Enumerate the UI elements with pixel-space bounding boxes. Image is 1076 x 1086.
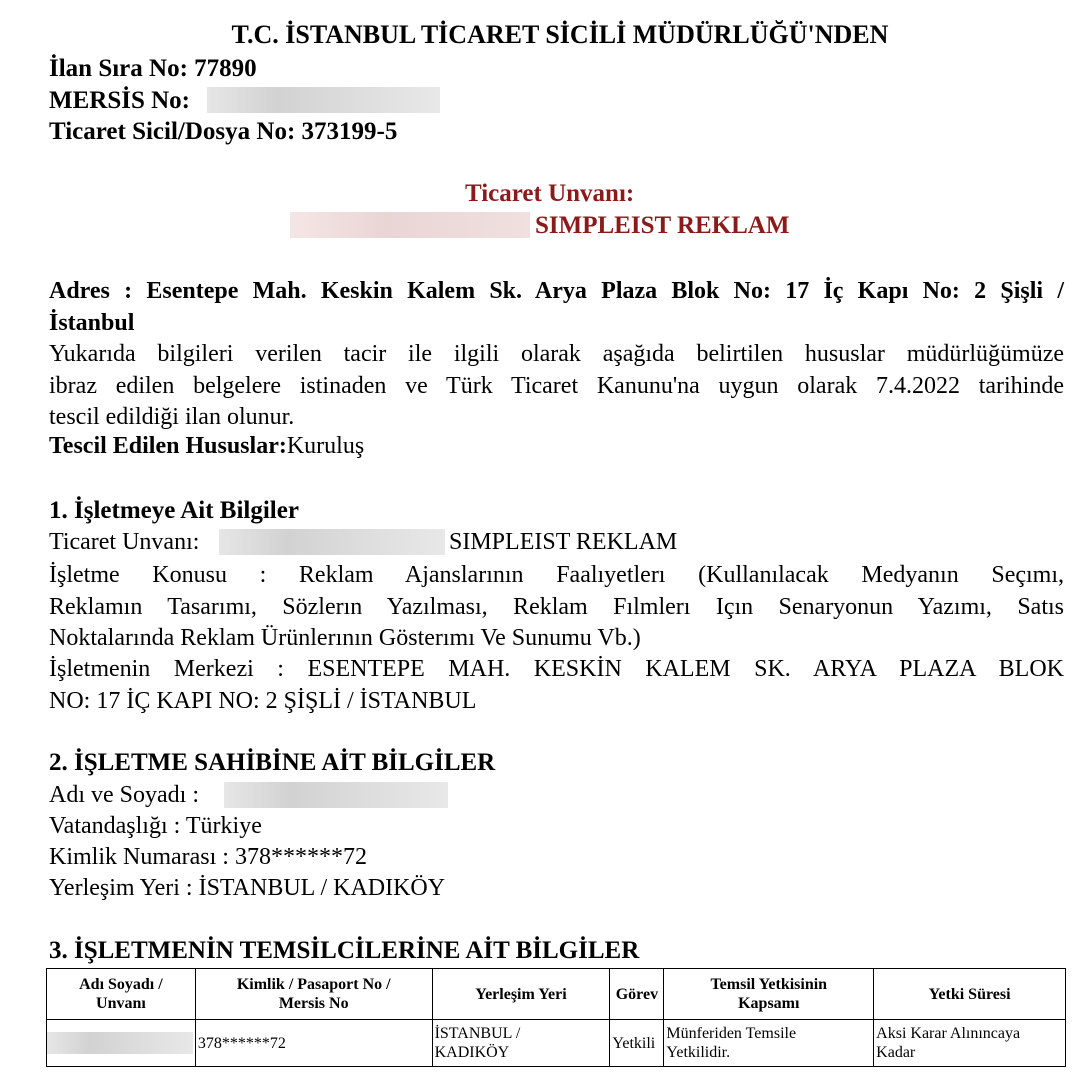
section-3-heading: 3. İŞLETMENİN TEMSİLCİLERİNE AİT BİLGİLER <box>49 937 640 964</box>
col-yerlesim: Yerleşim Yeri <box>432 969 610 1020</box>
adres-line-2: İstanbul <box>49 309 135 336</box>
isletme-konusu <box>49 560 1064 655</box>
table-row <box>47 1020 1066 1067</box>
sahip-yerlesim: Yerleşim Yeri : İSTANBUL / KADIKÖY <box>49 875 446 901</box>
table-header-row <box>47 969 1066 1020</box>
col-kapsam: Temsil Yetkisinin Kapsamı <box>664 969 874 1020</box>
mersis-no-redacted <box>207 87 440 113</box>
section-2-heading: 2. İŞLETME SAHİBİNE AİT BİLGİLER <box>49 749 496 776</box>
konu-line-1: İşletme Konusu : Reklam Ajanslarının Faalıyetlerı (Kullanılacak Medyanın Seçımı, <box>49 562 1064 588</box>
col-ad-soyadi: Adı Soyadı / Unvanı <box>47 969 196 1020</box>
sahip-vatandaslik: Vatandaşlığı : Türkiye <box>49 813 262 839</box>
ticaret-sicil-no: Ticaret Sicil/Dosya No: 373199-5 <box>49 118 398 145</box>
sahip-ad-redacted <box>224 782 448 808</box>
cell-ad-soyadi <box>47 1020 196 1067</box>
sahip-kimlik: Kimlik Numarası : 378******72 <box>49 844 367 870</box>
intro-paragraph <box>49 339 1064 434</box>
adres <box>49 276 1064 339</box>
konu-line-3: Noktalarında Reklam Ürünlerının Gösterımı Ve Sunumu Vb.) <box>49 625 641 651</box>
merkez-line-2: NO: 17 İÇ KAPI NO: 2 ŞİŞLİ / İSTANBUL <box>49 687 477 714</box>
konu-line-2: Reklamın Tasarımı, Sözlerın Yazılması, Reklam Fılmlerı Içın Senaryonun Yazımı, Satıs <box>49 593 1064 620</box>
tescil-label: Tescil Edilen Hususlar: <box>49 433 287 459</box>
col-sure: Yetki Süresi <box>874 969 1066 1020</box>
cell-kimlik: 378******72 <box>195 1020 432 1067</box>
unvan-value: SIMPLEIST REKLAM <box>535 212 790 239</box>
section-1-heading: 1. İşletmeye Ait Bilgiler <box>49 497 299 524</box>
mersis-no-label: MERSİS No: <box>49 87 190 114</box>
document-title: T.C. İSTANBUL TİCARET SİCİLİ MÜDÜRLÜĞÜ'NDEN <box>231 20 889 49</box>
merkez-line-1: İşletmenin Merkezi : ESENTEPE MAH. KESKİN KALEM SK. ARYA PLAZA BLOK <box>49 656 1064 682</box>
temsilci-table <box>46 968 1066 1067</box>
sahip-ad-label: Adı ve Soyadı : <box>49 782 199 808</box>
temsilci-ad-redacted <box>47 1032 193 1054</box>
cell-sure: Aksi Karar Alınıncaya Kadar <box>874 1020 1066 1067</box>
tescil-edilen-hususlar <box>49 433 364 460</box>
section-1-unvan-label: Ticaret Unvanı: <box>49 529 200 555</box>
unvan-heading: Ticaret Unvanı: <box>465 180 635 207</box>
tescil-value: Kuruluş <box>286 433 365 459</box>
cell-kapsam: Münferiden Temsile Yetkilidir. <box>664 1020 874 1067</box>
isletme-merkezi <box>49 654 1064 717</box>
col-kimlik: Kimlik / Pasaport No / Mersis No <box>195 969 432 1020</box>
cell-gorev: Yetkili <box>610 1020 664 1067</box>
section-1-unvan-value: SIMPLEIST REKLAM <box>449 529 678 555</box>
intro-line-1: Yukarıda bilgileri verilen tacir ile ilgili olarak aşağıda belirtilen hususlar müdürlüğümüze <box>49 341 1064 367</box>
ilan-sira-no: İlan Sıra No: 77890 <box>49 55 257 82</box>
section-1-unvan-redacted <box>219 529 445 555</box>
cell-yerlesim: İSTANBUL / KADIKÖY <box>432 1020 610 1067</box>
intro-line-3: tescil edildiği ilan olunur. <box>49 404 295 430</box>
adres-line-1: Adres : Esentepe Mah. Keskin Kalem Sk. Arya Plaza Blok No: 17 İç Kapı No: 2 Şişli / <box>49 278 1064 304</box>
col-gorev: Görev <box>610 969 664 1020</box>
intro-line-2: ibraz edilen belgelere istinaden ve Türk Ticaret Kanunu'na uygun olarak 7.4.2022 tarihinde <box>49 372 1064 399</box>
unvan-redacted <box>290 212 530 238</box>
